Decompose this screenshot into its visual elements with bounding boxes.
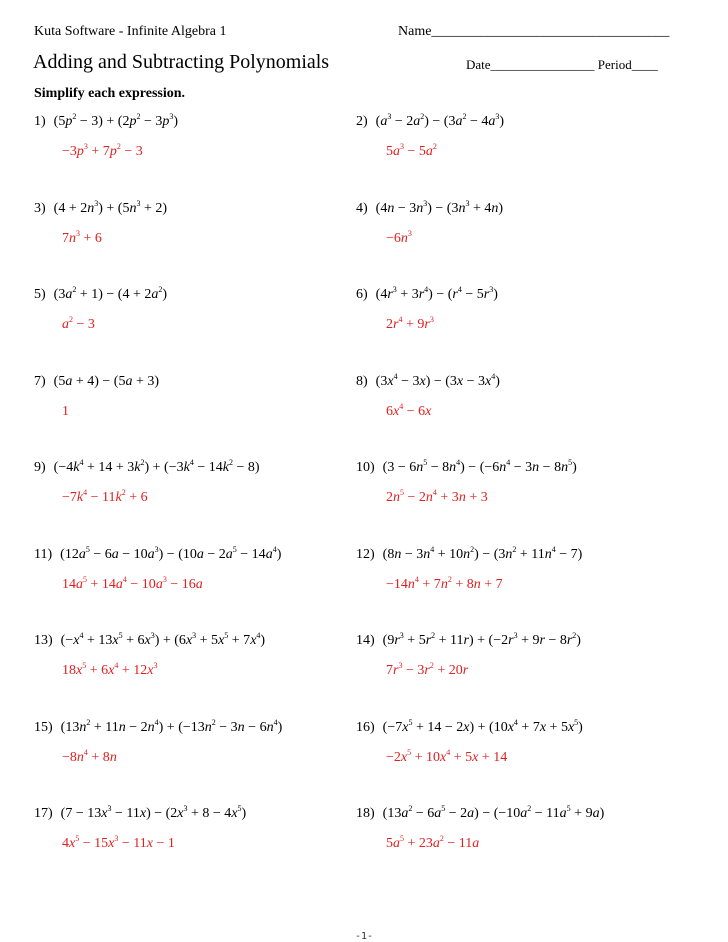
problem-6	[356, 287, 498, 303]
problem-number: 17)	[34, 806, 53, 821]
problem-15	[34, 717, 283, 736]
page-title: Adding and Subtracting Polynomials	[33, 51, 330, 73]
problem-13	[34, 633, 265, 649]
problem-2	[356, 114, 504, 130]
problem-number: 18)	[356, 806, 375, 821]
problem-expression: $(3a^2 + 1) - (4 + 2a^2)$	[53, 285, 168, 302]
page-number: -1-	[354, 931, 374, 942]
answer-5: $a^2 - 3$	[62, 315, 95, 332]
problem-16	[356, 717, 583, 736]
answer-7: 1	[62, 403, 69, 419]
problem-number: 8)	[356, 373, 368, 389]
answer-2: $5a^3 - 5a^2$	[386, 142, 437, 159]
problem-18	[356, 806, 604, 822]
answer-12: $-14n^4 + 7n^2 + 8n + 7$	[386, 574, 503, 592]
answer-6: $2r^4 + 9r^3$	[386, 315, 434, 332]
problem-17	[34, 806, 246, 822]
answer-14: $7r^3 - 3r^2 + 20r$	[386, 661, 469, 678]
problem-number: 4)	[356, 200, 368, 216]
problem-number: 5)	[34, 287, 46, 302]
problem-4	[356, 198, 504, 217]
problem-11	[34, 544, 282, 563]
problem-number: 6)	[356, 287, 368, 302]
problem-expression: $(13n^2 + 11n - 2n^4) + (-13n^2 - 3n - 6n^4)$	[60, 717, 283, 735]
problem-expression: $(3x^4 - 3x) - (3x - 3x^4)$	[375, 371, 500, 389]
problem-7	[34, 374, 159, 390]
problem-expression: (5a + 4) − (5a + 3)	[53, 373, 160, 389]
problem-expression: $(4n - 3n^3) - (3n^3 + 4n)$	[375, 198, 504, 216]
problem-number: 13)	[34, 633, 53, 648]
problem-expression: $(-x^4 + 13x^5 + 6x^3) + (6x^3 + 5x^5 + 7x^4)$	[60, 631, 266, 648]
answer-16: $-2x^5 + 10x^4 + 5x + 14$	[386, 747, 508, 765]
answer-18: $5a^5 + 23a^2 - 11a$	[386, 834, 480, 851]
answer-9: $-7k^4 - 11k^2 + 6$	[62, 488, 148, 505]
problem-expression: $(7 - 13x^3 - 11x) - (2x^3 + 8 - 4x^5)$	[60, 804, 247, 821]
problem-5	[34, 287, 167, 303]
answer-10: $2n^5 - 2n^4 + 3n + 3$	[386, 488, 488, 505]
problem-number: 11)	[34, 546, 53, 562]
problem-expression: $(4 + 2n^3) + (5n^3 + 2)$	[53, 198, 168, 216]
date-period-field: Date________________ Period____	[466, 57, 658, 72]
problem-expression: $(a^3 - 2a^2) - (3a^2 - 4a^3)$	[375, 112, 505, 129]
problem-number: 1)	[34, 114, 46, 129]
answer-17: $4x^5 - 15x^3 - 11x - 1$	[62, 834, 175, 851]
problem-number: 7)	[34, 373, 46, 389]
instructions: Simplify each expression.	[34, 86, 186, 101]
answer-13: $18x^5 + 6x^4 + 12x^3$	[62, 661, 158, 678]
problem-expression: $(12a^5 - 6a - 10a^3) - (10a - 2a^5 - 14a^4)$	[60, 544, 282, 562]
answer-15: $-8n^4 + 8n$	[62, 747, 117, 765]
problem-8	[356, 371, 500, 390]
problem-expression: $(5p^2 - 3) + (2p^2 - 3p^3)$	[53, 112, 179, 129]
problem-number: 9)	[34, 460, 46, 475]
answer-3: $7n^3 + 6$	[62, 228, 102, 246]
problem-number: 14)	[356, 633, 375, 648]
problem-number: 15)	[34, 719, 53, 735]
problem-expression: $(4r^3 + 3r^4) - (r^4 - 5r^3)$	[375, 285, 498, 302]
problem-expression: $(-4k^4 + 14 + 3k^2) + (-3k^4 - 14k^2 - 8)$	[53, 458, 260, 475]
problem-number: 3)	[34, 200, 46, 216]
problem-number: 16)	[356, 719, 375, 735]
answer-8: $6x^4 - 6x$	[386, 401, 432, 419]
problem-10	[356, 460, 577, 476]
answer-4: $-6n^3$	[386, 228, 412, 246]
problem-3	[34, 198, 168, 217]
problem-number: 10)	[356, 460, 375, 475]
answer-11: $14a^5 + 14a^4 - 10a^3 - 16a$	[62, 574, 203, 592]
problem-expression: $(-7x^5 + 14 - 2x) + (10x^4 + 7x + 5x^5)$	[382, 717, 583, 735]
problem-12	[356, 544, 583, 563]
answer-1: $-3p^3 + 7p^2 - 3$	[62, 142, 143, 159]
worksheet-header-left: Kuta Software - Infinite Algebra 1	[34, 24, 227, 39]
problem-expression: $(9r^3 + 5r^2 + 11r) + (-2r^3 + 9r - 8r^2)$	[382, 631, 581, 648]
problem-number: 2)	[356, 114, 368, 129]
problem-1	[34, 114, 178, 130]
problem-expression: $(3 - 6n^5 - 8n^4) - (-6n^4 - 3n - 8n^5)$	[382, 458, 577, 475]
problem-number: 12)	[356, 546, 375, 562]
problem-expression: $(8n - 3n^4 + 10n^2) - (3n^2 + 11n^4 - 7)$	[382, 544, 583, 562]
name-field: Name__________________________________	[398, 24, 670, 39]
problem-expression: $(13a^2 - 6a^5 - 2a) - (-10a^2 - 11a^5 + 9a)$	[382, 804, 605, 821]
problem-14	[356, 633, 581, 649]
problem-9	[34, 460, 260, 476]
